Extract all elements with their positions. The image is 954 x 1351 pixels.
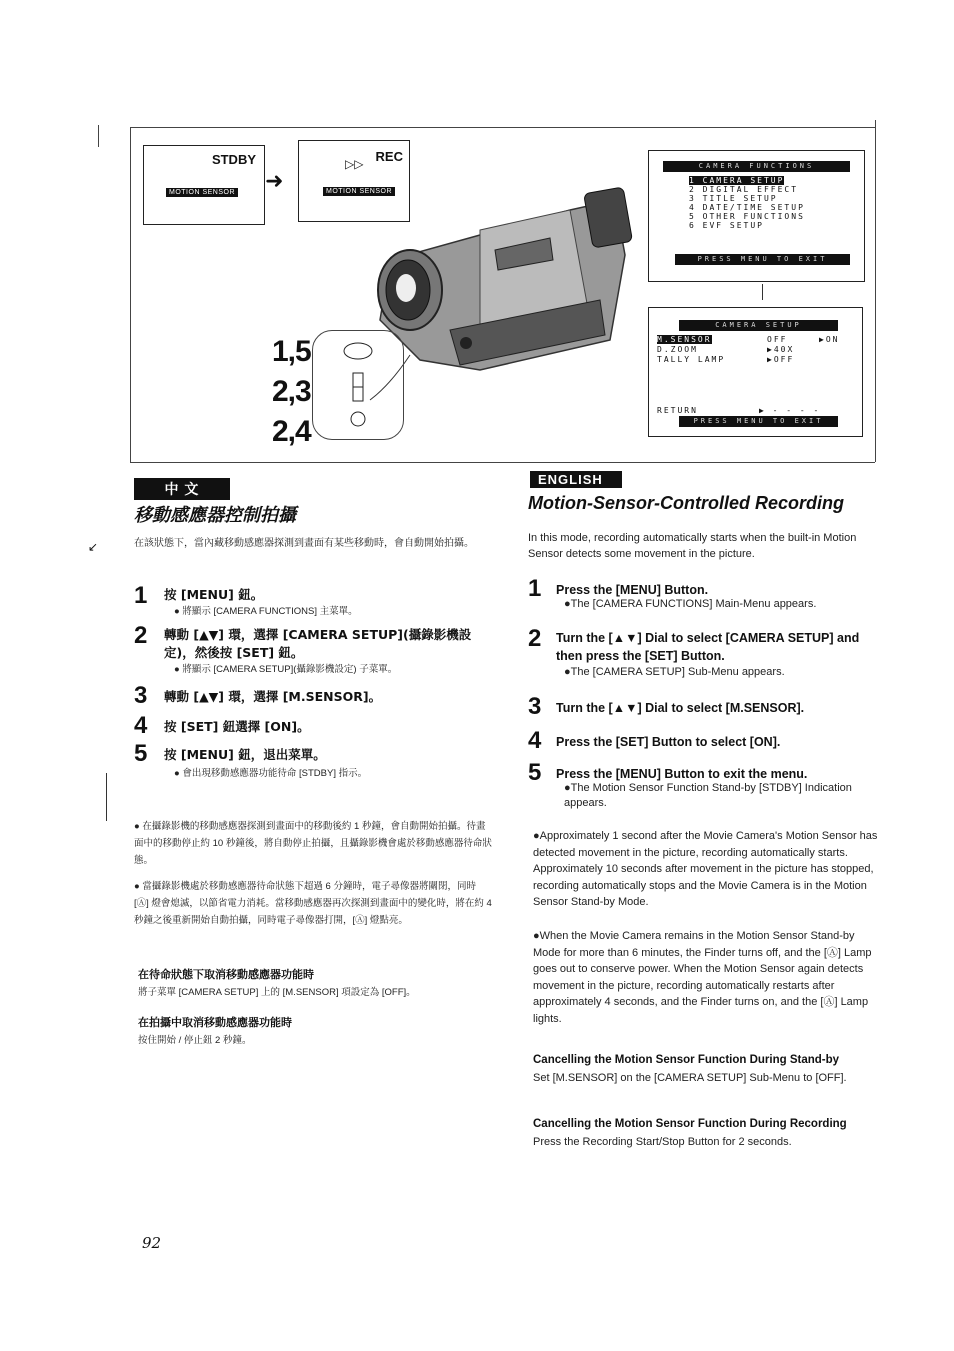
step-number: 4 — [528, 727, 542, 754]
callout-1-5: 1,5 — [272, 335, 311, 368]
english-note: ●When the Movie Camera remains in the Motion Sensor Stand-by Mode for more than 6 minutes, the Finder turns off, and the [Ⓐ] Lamp goes out to conserve power. When the Motion Sensor again detects movement in the picture, recording automatically restarts after approximately 4 seconds, and the Finder turns on, and the [Ⓐ] Lamp lights. — [533, 930, 872, 1025]
step-number: 5 — [528, 759, 542, 786]
step-number: 3 — [134, 682, 148, 709]
main-menu-item: 3 TITLE SETUP — [689, 194, 778, 203]
chinese-intro: 在該狀態下，當內藏移動感應器探測到畫面有某些移動時，會自動開始拍攝。 — [134, 538, 474, 549]
step-number: 2 — [528, 625, 542, 652]
chinese-steps — [134, 584, 484, 788]
sub-menu-row-value: OFF — [767, 335, 788, 344]
step-heading: Press the [MENU] Button. — [556, 583, 709, 597]
english-cancel-standby-text: Set [M.SENSOR] on the [CAMERA SETUP] Sub-Menu to [OFF]. — [533, 1072, 847, 1084]
chinese-cancel-standby-heading: 在待命狀態下取消移動感應器功能時 — [138, 969, 314, 981]
chinese-step — [134, 742, 484, 788]
chinese-cancel-record-heading: 在拍攝中取消移動感應器功能時 — [138, 1017, 292, 1029]
step-heading: Press the [MENU] Button to exit the menu. — [556, 767, 808, 781]
page-number: 92 — [142, 1234, 162, 1252]
step-heading: 按 [MENU] 鈕。 — [164, 587, 264, 602]
step-number: 3 — [528, 693, 542, 720]
step-heading: 按 [SET] 鈕選擇 [ON]。 — [164, 719, 310, 734]
motion-sensor-indicator: MOTION SENSOR — [166, 188, 238, 197]
step-bullet: ● 將顯示 [CAMERA SETUP](攝錄影機設定) 子菜單。 — [174, 664, 398, 675]
main-menu-title: CAMERA FUNCTIONS — [663, 161, 850, 172]
sub-menu-footer: PRESS MENU TO EXIT — [679, 416, 838, 427]
figure-frame-right — [875, 120, 876, 462]
chinese-section-label: 中 文 — [134, 478, 230, 500]
motion-sensor-indicator: MOTION SENSOR — [323, 187, 395, 196]
english-note: ●Approximately 1 second after the Movie Camera's Motion Sensor has detected movement in the picture, recording automatically starts. Approximately 10 seconds after movement in the picture has stopped, recording automatically stops and the Movie Camera is in the Motion Sensor Stand-by Mode. — [533, 830, 878, 908]
english-step — [528, 693, 888, 727]
step-number: 2 — [134, 622, 148, 649]
sub-menu-row — [649, 345, 862, 355]
chinese-note: ● 在攝錄影機的移動感應器探測到畫面中的移動後約 1 秒鐘，會自動開始拍攝。待畫面中的移動停止約 10 秒鐘後，將自動停止拍攝，且攝錄影機會處於移動感應器待命狀態。 — [134, 821, 492, 866]
step-bullet: ● 會出現移動感應器功能待命 [STDBY] 指示。 — [174, 768, 368, 779]
english-step — [528, 627, 888, 693]
step-number: 1 — [528, 575, 542, 602]
step-number: 4 — [134, 712, 148, 739]
step-bullet: ● 將顯示 [CAMERA FUNCTIONS] 主菜單。 — [174, 606, 358, 617]
sub-menu-title: CAMERA SETUP — [679, 320, 838, 331]
step-heading: Press the [SET] Button to select [ON]. — [556, 735, 781, 749]
margin-tick: ↙ — [88, 540, 99, 554]
english-intro: In this mode, recording automatically starts when the built-in Motion Sensor detects some movement in the picture. — [528, 532, 857, 560]
sub-menu-return: RETURN — [657, 406, 698, 415]
figure-frame-bottom — [130, 462, 875, 463]
menu-connector-line — [762, 284, 763, 300]
english-step — [528, 761, 888, 811]
record-label: REC — [375, 149, 403, 164]
arrow-right-icon: ➜ — [265, 168, 284, 193]
main-menu-item-selected: 1 CAMERA SETUP — [689, 176, 785, 185]
main-menu-list — [649, 176, 864, 230]
step-bullet: ●The Motion Sensor Function Stand-by [STDBY] Indication appears. — [564, 782, 852, 809]
callout-2-3: 2,3 — [272, 375, 311, 408]
step-heading: 按 [MENU] 鈕，退出菜單。 — [164, 747, 326, 762]
english-cancel-standby-heading: Cancelling the Motion Sensor Function During Stand-by — [533, 1054, 840, 1066]
chinese-title: 移動感應器控制拍攝 — [134, 505, 296, 526]
step-heading: 轉動 [▲▼] 環，選擇 [CAMERA SETUP](攝錄影機設定)，然後按 [SET] 鈕。 — [164, 627, 472, 660]
main-menu-screen — [648, 150, 865, 282]
callout-labels — [272, 332, 311, 452]
standby-label: STDBY — [211, 152, 256, 167]
step-heading: 轉動 [▲▼] 環，選擇 [M.SENSOR]。 — [164, 689, 382, 704]
step-number: 1 — [134, 582, 148, 609]
sub-menu-row-name: TALLY LAMP — [657, 355, 726, 364]
sub-menu-row — [649, 355, 862, 365]
sub-menu-row — [649, 335, 862, 345]
sub-menu-row-option: ▶ON — [819, 335, 840, 344]
english-title: Motion-Sensor-Controlled Recording — [528, 493, 844, 513]
control-panel-detail — [312, 330, 404, 440]
chinese-note: ● 當攝錄影機處於移動感應器待命狀態下超過 6 分鐘時，電子尋像器將關閉，同時 [Ⓐ] 燈會熄滅，以節省電力消耗。當移動感應器再次探測到畫面中的變化時，將在約 4 秒鐘之後重新開始自動拍攝，同時電子尋像器打開，[Ⓐ] 燈點亮。 — [134, 881, 492, 926]
lcd-standby-screen — [143, 145, 265, 225]
english-step — [528, 577, 888, 627]
margin-mark — [98, 125, 99, 147]
step-number: 5 — [134, 740, 148, 767]
chinese-step — [134, 584, 484, 618]
callout-2-4: 2,4 — [272, 415, 311, 448]
main-menu-item: 5 OTHER FUNCTIONS — [689, 212, 805, 221]
english-steps — [528, 577, 888, 811]
main-menu-footer: PRESS MENU TO EXIT — [675, 254, 850, 265]
english-section-label: ENGLISH — [530, 471, 622, 488]
chinese-step — [134, 618, 484, 678]
figure-frame-left — [130, 127, 131, 462]
figure-frame-top — [130, 127, 875, 128]
sub-menu-row-value: ▶40X — [767, 345, 795, 354]
chinese-cancel-standby-text: 將子菜單 [CAMERA SETUP] 上的 [M.SENSOR] 項設定為 [OFF]。 — [138, 987, 416, 998]
step-bullet: ●The [CAMERA FUNCTIONS] Main-Menu appears. — [564, 598, 817, 610]
margin-bar — [106, 773, 107, 821]
main-menu-item: 6 EVF SETUP — [689, 221, 764, 230]
main-menu-item: 2 DIGITAL EFFECT — [689, 185, 799, 194]
sub-menu-row-name: M.SENSOR — [657, 335, 712, 344]
play-icon: ▷▷ — [345, 157, 364, 171]
chinese-cancel-record-text: 按住開始 / 停止鈕 2 秒鐘。 — [138, 1035, 252, 1046]
chinese-step — [134, 712, 484, 742]
english-cancel-record-heading: Cancelling the Motion Sensor Function During Recording — [533, 1118, 847, 1130]
sub-menu-row-value: ▶OFF — [767, 355, 795, 364]
main-menu-item: 4 DATE/TIME SETUP — [689, 203, 805, 212]
english-step — [528, 727, 888, 761]
sub-menu-return-value: ▶ - - - - — [759, 406, 821, 415]
step-heading: Turn the [▲▼] Dial to select [CAMERA SETUP] and then press the [SET] Button. — [556, 631, 860, 663]
step-bullet: ●The [CAMERA SETUP] Sub-Menu appears. — [564, 666, 785, 678]
step-heading: Turn the [▲▼] Dial to select [M.SENSOR]. — [556, 701, 805, 715]
chinese-step — [134, 678, 484, 712]
sub-menu-screen — [648, 307, 863, 437]
sub-menu-row-name: D.ZOOM — [657, 345, 698, 354]
english-cancel-record-text: Press the Recording Start/Stop Button for 2 seconds. — [533, 1136, 792, 1148]
